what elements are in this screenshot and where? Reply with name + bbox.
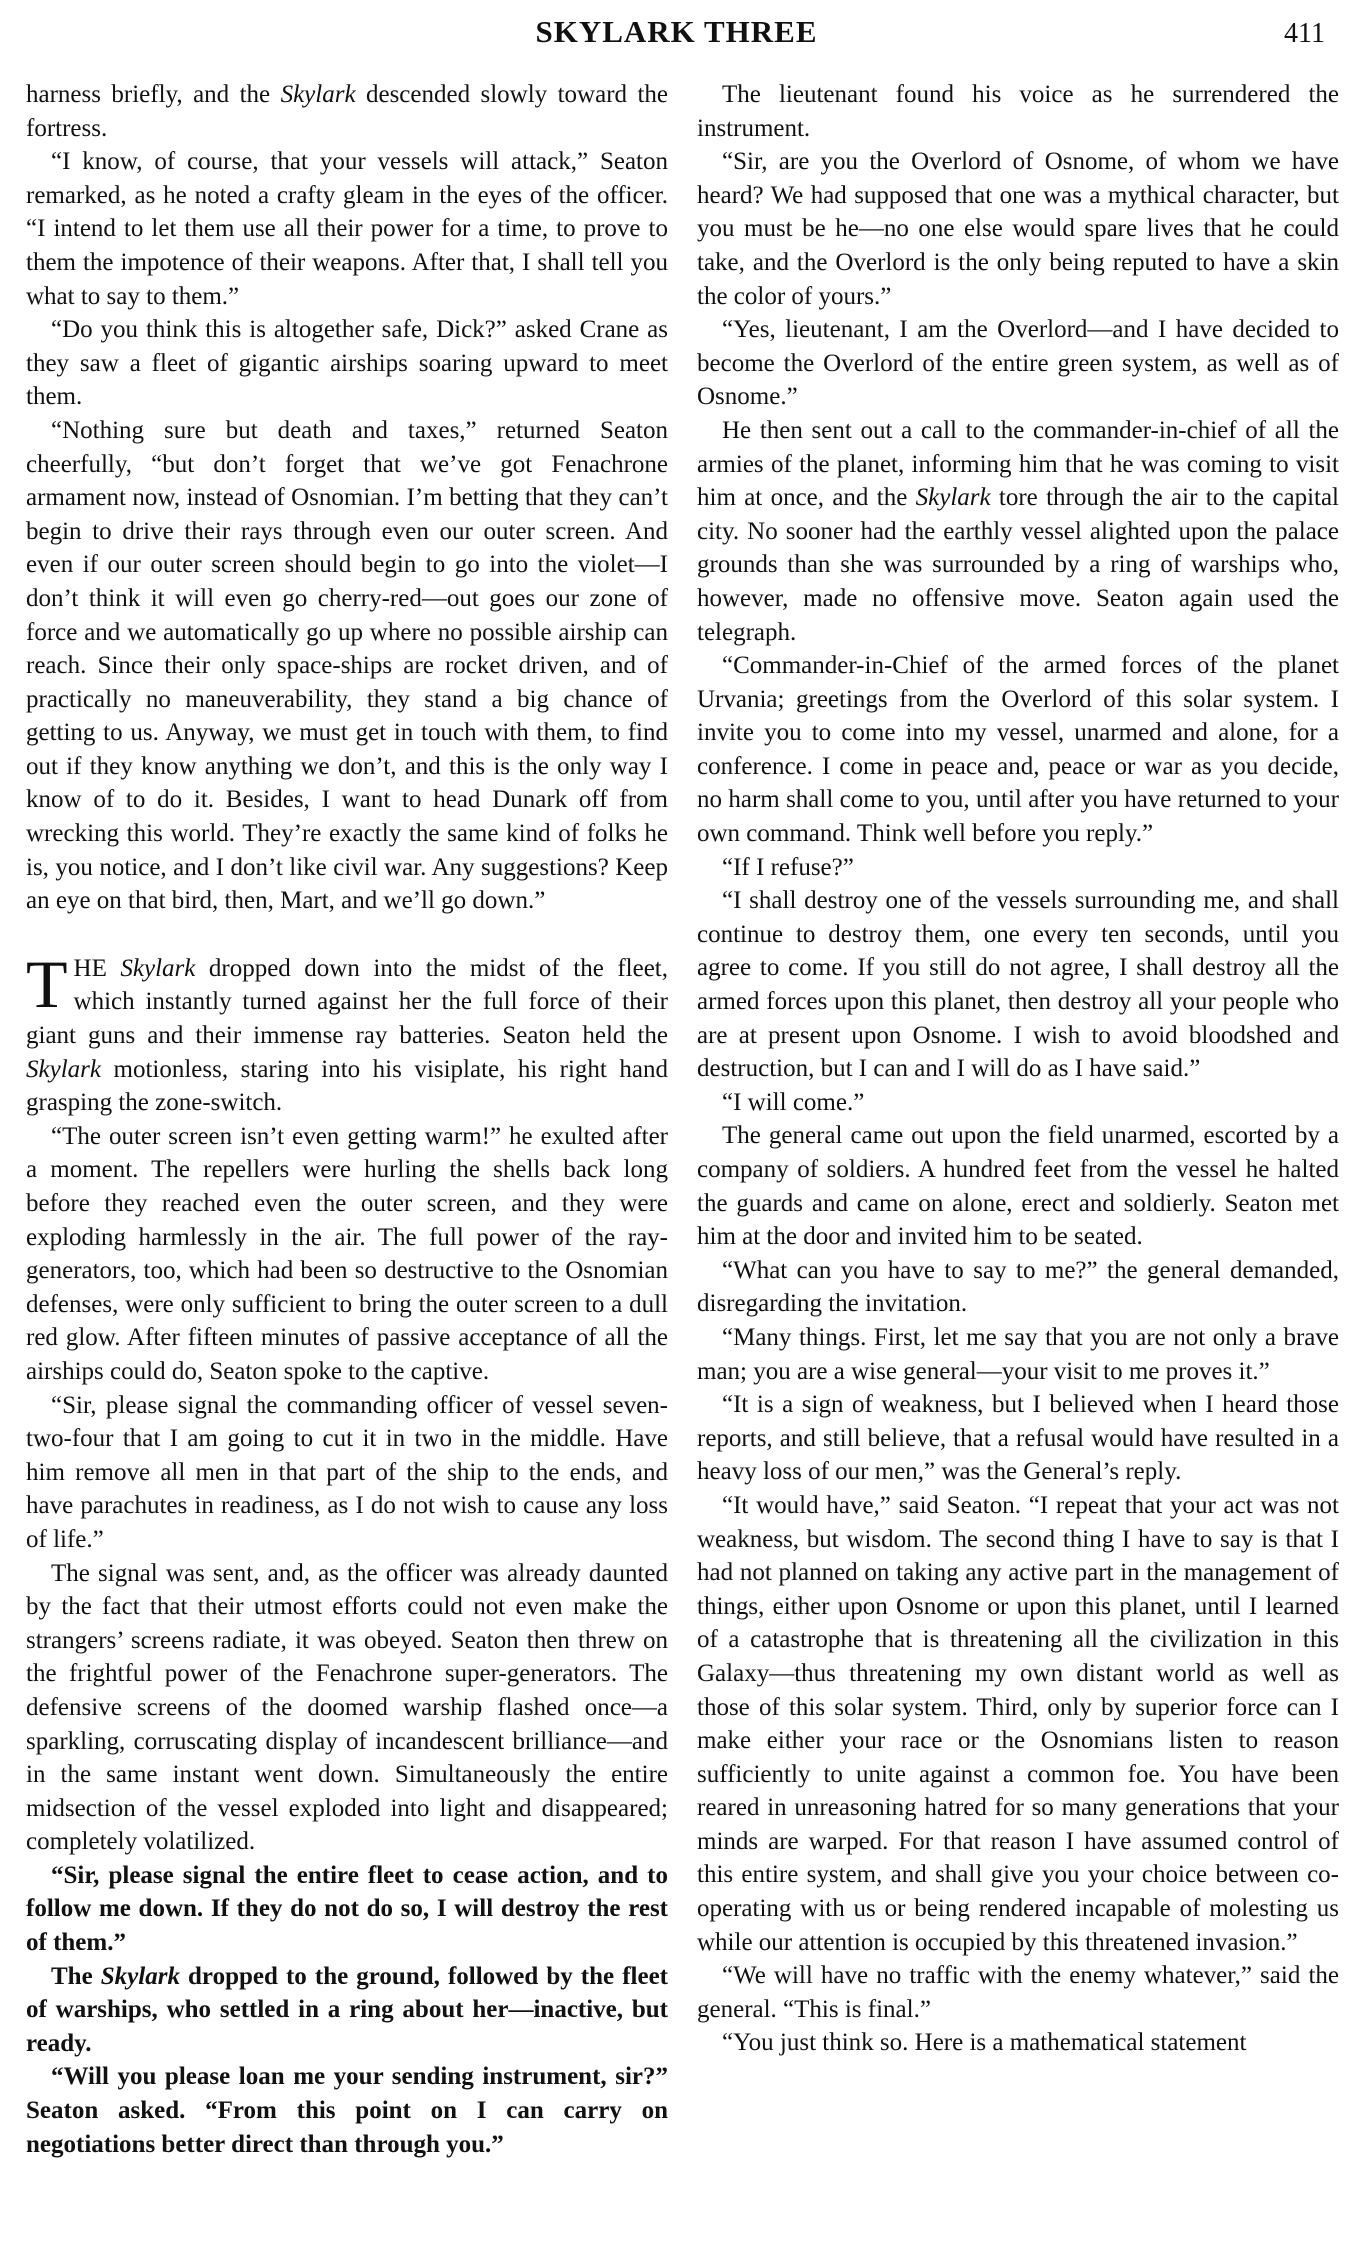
- paragraph: “Will you please loan me your sending instrument, sir?” Seaton asked. “From this point on I can carry on negotiations better direct than through you.”: [26, 2063, 668, 2158]
- paragraph: harness briefly, and the Skylark descended slowly toward the fortress.: [26, 81, 668, 142]
- page-header: [0, 10, 1353, 54]
- paragraph: “I shall destroy one of the vessels surrounding me, and shall continue to destroy them, one every ten seconds, until you agree to come. If you still do not agree, I shall destroy all the armed forces upon this planet, then destroy all your people who are at present upon Osnome. I wish to avoid bloodshed and destruction, but I can and I will do as I have said.”: [697, 887, 1339, 1083]
- italic-text: Skylark: [26, 1055, 101, 1083]
- right-column: [697, 78, 1339, 2060]
- italic-text: Skylark: [915, 484, 991, 512]
- paragraph: “If I refuse?”: [722, 853, 854, 881]
- section-start-paragraph: THE Skylark dropped down into the midst of the fleet, which instantly turned against her the full force of their giant guns and their immense ray batteries. Seaton held the Skylark motionless, staring into his visiplate, his right hand grasping the zone-switch.: [26, 945, 668, 1117]
- paragraph: “It is a sign of weakness, but I believed when I heard those reports, and still believe, that a refusal would have resulted in a heavy loss of our men,” was the General’s reply.: [697, 1391, 1339, 1486]
- page-number: 411: [1284, 18, 1325, 49]
- paragraph: “Yes, lieutenant, I am the Overlord—and I have decided to become the Overlord of the entire green system, as well as of Osnome.”: [697, 316, 1339, 411]
- paragraph: “You just think so. Here is a mathematical statement: [722, 2029, 1247, 2057]
- paragraph: “Sir, are you the Overlord of Osnome, of whom we have heard? We had supposed that one was a mythical character, but you must be he—no one else would spare lives that he could take, and the Overlord is the only being reputed to have a skin the color of yours.”: [697, 148, 1339, 310]
- running-title: SKYLARK THREE: [535, 14, 818, 49]
- paragraph: “Many things. First, let me say that you are not only a brave man; you are a wise general—your visit to me proves it.”: [697, 1323, 1339, 1385]
- paragraph: “I will come.”: [722, 1088, 865, 1116]
- drop-cap: T: [26, 945, 68, 1022]
- paragraph: “Nothing sure but death and taxes,” returned Seaton cheerfully, “but don’t forget that we’ve got Fenachrone armament now, instead of Osnomian. I’m betting that they can’t begin to drive their rays through even our outer screen. And even if our outer screen should begin to go into the violet—I don’t think it will even go cherry-red—out goes our zone of force and we automatically go up where no possible airship can reach. Since their only space-ships are rocket driven, and of practically no maneuverability, they stand a big chance of getting to us. Anyway, we must get in touch with them, to find out if they know anything we don’t, and this is the only way I know of to do it. Besides, I want to head Dunark off from wrecking this world. They’re exactly the same kind of folks he is, you notice, and I don’t like civil war. Any suggestions? Keep an eye on that bird, then, Mart, and we’ll go down.”: [26, 416, 668, 915]
- paragraph: He then sent out a call to the commander-in-chief of all the armies of the planet, informing him that he was coming to visit him at once, and the Skylark tore through the air to the capital city. No sooner had the earthly vessel alighted upon the palace grounds than she was surrounded by a ring of warships who, however, made no offensive move. Seaton again used the telegraph.: [697, 416, 1339, 646]
- paragraph: “Sir, please signal the commanding officer of vessel seven-two-four that I am going to cut it in two in the middle. Have him remove all men in that part of the ship to the ends, and have parachutes in readiness, as I do not wish to cause any loss of life.”: [26, 1391, 668, 1553]
- paragraph: The signal was sent, and, as the officer was already daunted by the fact that their utmost efforts could not even make the strangers’ screens radiate, it was obeyed. Seaton then threw on the frightful power of the Fenachrone super-generators. The defensive screens of the doomed warship flashed once—a sparkling, corruscating display of incandescent brilliance—and in the same instant went down. Simultaneously the entire midsection of the vessel exploded into light and disappeared; completely volatilized.: [26, 1559, 668, 1856]
- italic-text: Skylark: [120, 954, 196, 982]
- paragraph: “Do you think this is altogether safe, Dick?” asked Crane as they saw a fleet of gigantic airships soaring upward to meet them.: [26, 316, 668, 411]
- paragraph: The general came out upon the field unarmed, escorted by a company of soldiers. A hundred feet from the vessel he halted the guards and came on alone, erect and soldierly. Seaton met him at the door and invited him to be seated.: [697, 1122, 1339, 1251]
- left-column: [26, 78, 668, 2161]
- paragraph: “Commander-in-Chief of the armed forces of the planet Urvania; greetings from the Overlord of this solar system. I invite you to come into my vessel, unarmed and alone, for a conference. I come in peace and, peace or war as you decide, no harm shall come to you, until after you have returned to your own command. Think well before you reply.”: [697, 652, 1339, 848]
- paragraph: “I know, of course, that your vessels will attack,” Seaton remarked, as he noted a crafty gleam in the eyes of the officer. “I intend to let them use all their power for a time, to prove to them the impotence of their weapons. After that, I shall tell you what to say to them.”: [26, 148, 668, 310]
- paragraph: “We will have no traffic with the enemy whatever,” said the general. “This is final.”: [697, 1962, 1339, 2023]
- paragraph: The lieutenant found his voice as he surrendered the instrument.: [697, 81, 1339, 142]
- paragraph: “It would have,” said Seaton. “I repeat that your act was not weakness, but wisdom. The second thing I have to say is that I had not planned on taking any active part in the management of things, either upon Osnome or upon this planet, until I learned of a catastrophe that is threatening all the civilization in this Galaxy—thus threatening my own distant world as well as those of this solar system. Third, only by superior force can I make either your race or the Osnomians listen to reason sufficiently to unite against a common foe. You have been reared in unreasoning hatred for so many generations that your minds are warped. For that reason I have assumed control of this entire system, and shall give you your choice between co-operating with us or being rendered incapable of molesting us while our attention is occupied by this threatened invasion.”: [697, 1491, 1339, 1956]
- paragraph: The Skylark dropped to the ground, followed by the fleet of warships, who settled in a ring about her—inactive, but ready.: [26, 1962, 668, 2057]
- italic-text: Skylark: [280, 81, 356, 108]
- paragraph: “What can you have to say to me?” the general demanded, disregarding the invitation.: [697, 1256, 1339, 1318]
- paragraph: “The outer screen isn’t even getting warm!” he exulted after a moment. The repellers were hurling the shells back long before they reached even the outer screen, and they were exploding harmlessly in the air. The full power of the ray-generators, too, which had been so destructive to the Osnomian defenses, were only sufficient to bring the outer screen to a dull red glow. After fifteen minutes of passive acceptance of all the airships could do, Seaton spoke to the captive.: [26, 1122, 668, 1385]
- italic-text: Skylark: [100, 1962, 180, 1990]
- paragraph: “Sir, please signal the entire fleet to cease action, and to follow me down. If they do not do so, I will destroy the rest of them.”: [26, 1861, 668, 1957]
